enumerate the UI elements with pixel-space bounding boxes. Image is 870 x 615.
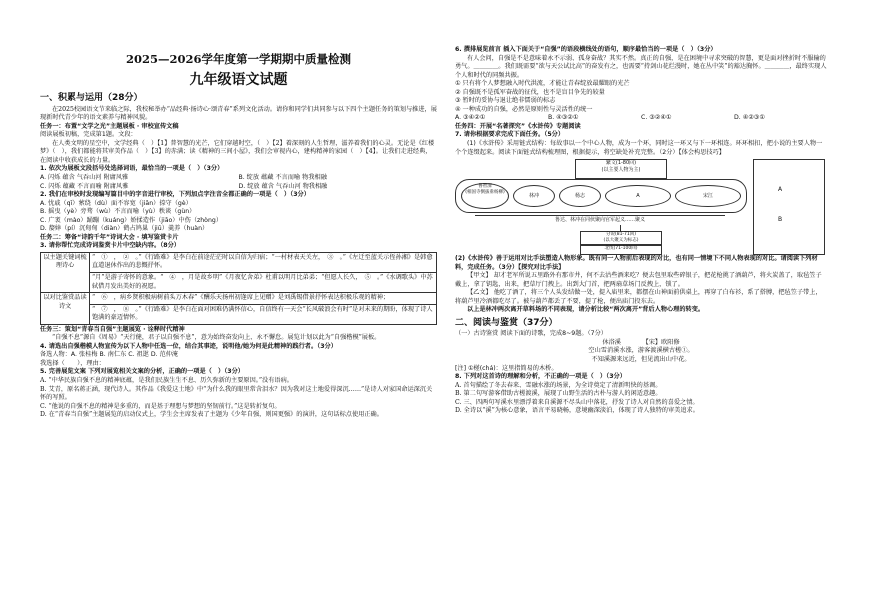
- poem-title: 休浴溪 【宋】欧阳修: [602, 338, 680, 346]
- reading-1-heading: （一）古诗鉴赏 阅读下面的诗歌，完成8~9题。（7分）: [455, 330, 607, 338]
- q1-option-c[interactable]: C. 闪烁 蕴藏 不言而喻 附庸风雅: [40, 182, 129, 190]
- q6-option-c[interactable]: C. ③②④①: [641, 114, 672, 122]
- card-cell[interactable]: “ ① ， ② 。”《行路难》是李白在前途茫茫时以自信为归宿；“一村材表天关左， ③ 。”《左迁至蓝关示侄孙湘》是韩愈直道退休作出的悲慨抒怀。: [90, 252, 437, 272]
- passage-text: 在人类文明的星空中，文学经典（ ）【1】普智慧的光芒，它们穿越时空，（ ）【2】着深刻的人生哲理，滋养着我们的心灵。无论是《红楼梦》（ ），我们都能将其审美作品（ ）【3】的赤满；读《精神的三间小屋》，我们会审视内心，建构精神的家园（ ）【4】。让我们走进经典，在阅读中收获成长的力量。: [40, 139, 435, 164]
- q5-option-c[interactable]: C. “他说的自强不息的精神是多重的，而是基于理想与梦想的坚韧前行。”这是转折复句。: [40, 402, 281, 410]
- q8-option-c[interactable]: C. 三、四两句写溪水里漂浮着来自溪源不尽头山中落花，抒发了诗人对自然的喜爱之情。: [455, 398, 699, 406]
- task2-heading: 任务二：筹备“诗韵千年”诗词大会 · 填写鉴赏卡片: [40, 233, 179, 241]
- diagram-mid-text: 鲁达、林冲在同伙聚向官军起义……聚义: [475, 217, 725, 225]
- q5-option-a[interactable]: A. “中华民族自强不息的精神底蕴，是我们民族生生不息、历久弥新的主要原因。”没有语病。: [40, 376, 293, 384]
- diagram-answer-box[interactable]: [753, 159, 825, 255]
- q1-options: [40, 174, 437, 191]
- q7-part2: (2)《水浒传》善于运用对比手法塑造人物形象。既有同一人物前后表现的对比，也有同一情境下不同人物表现的对比。请阅读下列材料，完成任务。（3分）【探究对比手法】: [455, 255, 818, 271]
- diagram-oval-5: 宋江: [675, 185, 741, 207]
- card-row-header: 以对比鉴赏品读诗文: [41, 293, 90, 325]
- card-cell[interactable]: “ ⑦ ， ⑧ 。”《行路难》是李白在面对困难仍满怀信心，自信终有一天会“长风破浪会有时”是对未来的期盼，体现了诗人饱满的豪迈情怀。: [90, 304, 437, 324]
- right-column: [455, 46, 827, 416]
- section-heading-2: 二、阅读与鉴赏（37分）: [455, 317, 558, 328]
- card-cell[interactable]: “月”是游子寄怀的意象。“ ④ ，月是故乡明”《月夜忆舍弟》杜甫以明月比弟弟；“但愿人长久， ⑤ 。”《水调歌头》中苏轼借月发出美好的祝愿。: [90, 272, 437, 292]
- q2-option-c[interactable]: C. 广袤（mào）踊蹦（kuáng）娇揉造作（jiāo）中伤（zhòng）: [40, 216, 223, 224]
- q7-part2-task: 以上是林冲两次离开草料场的不同表现，请分析比较“两次离开”背后人物心理的转变。: [467, 306, 705, 314]
- question-4: 4. 请选出自强楷模人物宣传为以下人物中任选一位，结合其事迹，说明他/她为何是此精神的践行者。（3分）: [40, 342, 337, 350]
- question-5: 5. 完善展览文案 下列对展览相关文案的分析，正确的一项是（ ）（3分）: [40, 368, 244, 376]
- diagram-top-box: 繁文(1-80回) (以主要人物为主): [575, 159, 667, 179]
- q6-option-d[interactable]: D. ④②③①: [734, 114, 765, 122]
- q5-option-d[interactable]: D. 在“青春当自强”主题展览的启动仪式上，学生会主席发表了主题为《少年自强，则国更强》的演讲，这句话标点使用正确。: [40, 411, 383, 419]
- q6-item-3: ③ 暂时的妥协与退让绝非懦弱的标志: [455, 97, 556, 105]
- q7-part1: (1)《水浒传》采用链式结构：每故事以一个中心人物，成为一个环，同时这一环又与下一环相连。环环相扣，把小说的主要人物一个个连缀起来。阅读下面链式结构梳理图，根据提示，将空缺处补充完整。（2分）【体会构思技巧】: [455, 140, 823, 156]
- diagram-oval-1: 鲁智深 (相国寺倒拔垂杨柳): [461, 183, 509, 209]
- passage-jia: 【甲文】 却才老军所说五里路外有那市井，何不去沽些酒来吃？便去包里取些碎银子，把花枪挑了酒葫芦，将火炭盖了，取毡笠子戴上，拿了钥匙，出来，把草厅门拽上。出到大门首，把两扇草场门反拽上，锁了。: [455, 272, 822, 288]
- question-1: 1. 依次为展板文段括号处选择词语，最恰当的一项是（ ）（3分）: [40, 165, 224, 173]
- chain-structure-diagram: [455, 159, 827, 253]
- q6-option-a[interactable]: A. ③④②①: [455, 114, 486, 122]
- poem-card-table: [40, 252, 437, 325]
- q6-item-4: ④ 一种成功的自强，必然是原则性与灵活性的统一: [455, 105, 593, 113]
- table-row: [41, 272, 437, 292]
- card-row-header: 以主题关键词梳理诗心: [41, 252, 90, 292]
- poem-line-2: 不知溪源来远近，但见流出山中花。: [591, 355, 691, 363]
- q2-option-b[interactable]: B. 摇曳（yè）旁骛（wù）不言而喻（yù）秩谈（gùn）: [40, 208, 196, 216]
- question-2: 2. 我们在审校时发现编写篇目中的字音进行审校，下列加点字注音全都正确的一项是（ ）（3分）: [40, 191, 310, 199]
- q4-options: 备选人物：A. 张桂梅 B. 南仁东 C. 祖逖 D. 范仲淹: [40, 351, 179, 359]
- card-cell[interactable]: “ ⑥ ，病乡贤积极病树前头万木春”《酬乐天扬州初逢席上见赠》是刘禹锡借景抒怀表达积极乐观的精神；: [90, 293, 437, 305]
- left-column: [40, 46, 437, 420]
- exam-title: 2025—2026学年度第一学期期中质量检测: [125, 52, 351, 66]
- task1-heading: 任务一：布置“文学之光”主题展板 · 审校宣传文稿: [40, 122, 179, 130]
- answer-label-b: B: [778, 216, 783, 224]
- diagram-bottom-box-1: 分说(81-71回) (以大聚义为标志): [580, 231, 662, 245]
- question-3: 3. 请你帮忙完成诗词鉴赏卡片中空缺内容。（8分）: [40, 242, 180, 250]
- q6-options: [455, 114, 827, 123]
- question-8: 8. 下列对这首诗的理解和分析，不正确的一项是（ ）（3分）: [455, 373, 626, 381]
- table-row: [41, 304, 437, 324]
- exam-subtitle: 九年级语文试题: [189, 71, 288, 88]
- table-row: [41, 252, 437, 272]
- task3-quote: “自强不息”源自《周易》“天行健，君子以自强不息”，意为始终奋发向上、永不懈怠。展览计划以此为“自强楷模”展板。: [52, 334, 381, 342]
- table-row: [41, 293, 437, 305]
- q6-item-1: ① 只有将个人梦想融入时代洪流，才能让青春绽放最耀眼的光芒: [455, 80, 630, 88]
- poem-note: [注] ①槎(chá)：这里指简易的木桥。: [455, 364, 558, 372]
- task1-sub: 阅读展板初稿，完成第1题。文段：: [40, 131, 137, 139]
- q1-option-a[interactable]: A. 闪烁 蕴含 气吞山河 附庸风雅: [40, 173, 129, 181]
- question-7: 7. 请你根据要求完成下面任务。（5分）: [455, 131, 565, 139]
- q1-option-b[interactable]: B. 绽放 蕴藏 不言而喻 物我相融: [238, 173, 327, 181]
- q8-option-b[interactable]: B. 第二句写游客借助古槎渡溪，展现了山野生活的古朴与游人的闲适意趣。: [455, 390, 662, 398]
- diagram-oval-2: 林冲: [513, 185, 555, 207]
- q2-option-a[interactable]: A. 忧戚（qī）萦绕（dù）面不容宽（jiān）捺守（gè）: [40, 199, 192, 207]
- answer-label-a: A: [778, 186, 783, 194]
- q1-option-d[interactable]: D. 绽放 蕴含 气吞山河 物我相融: [238, 182, 328, 190]
- diagram-oval-3: 杨志: [559, 185, 601, 207]
- q6-item-2: ② 自强既不是孤军奋战的征伐，也不是盲目争先的较量: [455, 88, 605, 96]
- task4-heading: 任务四：开展“名著探究”《水浒传》专题阅读: [455, 122, 581, 130]
- passage-yi: 【乙文】 他吃了酒了，将三个人头发结做一处，提入庙里来，都摆在山神面前供桌上，再穿了白布衫，系了搭膊，把毡笠子带上，将葫芦里冷酒都吃尽了。被与葫芦都丢了不要，提了枪，便出庙门投东去。: [455, 289, 822, 305]
- poem-line-1: 空山雪消溪水涨，游客渡溪横古槎①。: [588, 347, 694, 355]
- q6-passage: 有人会问，自强是不是意味着永不示弱、孤身奋战？其实不然。真正的自强，是在困境中寻求突破的智慧，更是面对挫折时不服输的勇气。＿＿＿＿。我们既需要“欲与天公试比高”的奋发有之，也需要“持剑山花烂漫时，她在丛中笑”的豁达胸怀。＿＿＿＿，最终实现人个人和时代的同频共振。: [455, 54, 827, 79]
- intro-text: 在2025校园语文节来临之际，我校秘举办“品经典·扬诗心·颂青春”系列文化活动。请你和同学们共同参与以下四个主题任务的策划与推进，展现新时代青少年的语文素养与精神风貌。: [40, 105, 437, 122]
- q8-option-d[interactable]: D. 全诗以“溪”为核心意象，语言平易晓畅，意境幽深淡泊，体现了诗人独特的审美追求。: [455, 407, 699, 415]
- diagram-bracket: [475, 215, 725, 216]
- q4-answer-line[interactable]: 我选择（ ），理由：: [40, 359, 105, 367]
- q6-option-b[interactable]: B. ④③②①: [548, 114, 579, 122]
- q2-option-d[interactable]: D. 嫠婞（pí）沉甸甸（diàn）鹤占鸠巢（jiū）羹养（huàn）: [40, 225, 209, 233]
- question-6: 6. 撰排展览前言 插入下面关于“自强”的语段横线处的语句，顺序最恰当的一项是（ ）（3分）: [455, 46, 717, 53]
- task3-heading: 任务三：策划“青春当自强”主题展览 · 诠释时代精神: [40, 325, 185, 333]
- diagram-oval-4[interactable]: A: [605, 185, 671, 207]
- section-heading-1: 一、积累与运用（28分）: [40, 93, 143, 104]
- q5-option-b[interactable]: B. 艾青，原名蒋正涵，现代诗人。其作品《我爱这土地》中“为什么我的眼里常含泪水？因为我对这土地爱得深沉……”是诗人对家国命运深沉关怀的写照。: [40, 385, 433, 402]
- q8-option-a[interactable]: A. 首句描绘了冬去春来、雪融水涨的场景，为全诗奠定了清新明快的基调。: [455, 381, 662, 389]
- diagram-bottom-box-2: 北伐(71-100回): [580, 245, 662, 255]
